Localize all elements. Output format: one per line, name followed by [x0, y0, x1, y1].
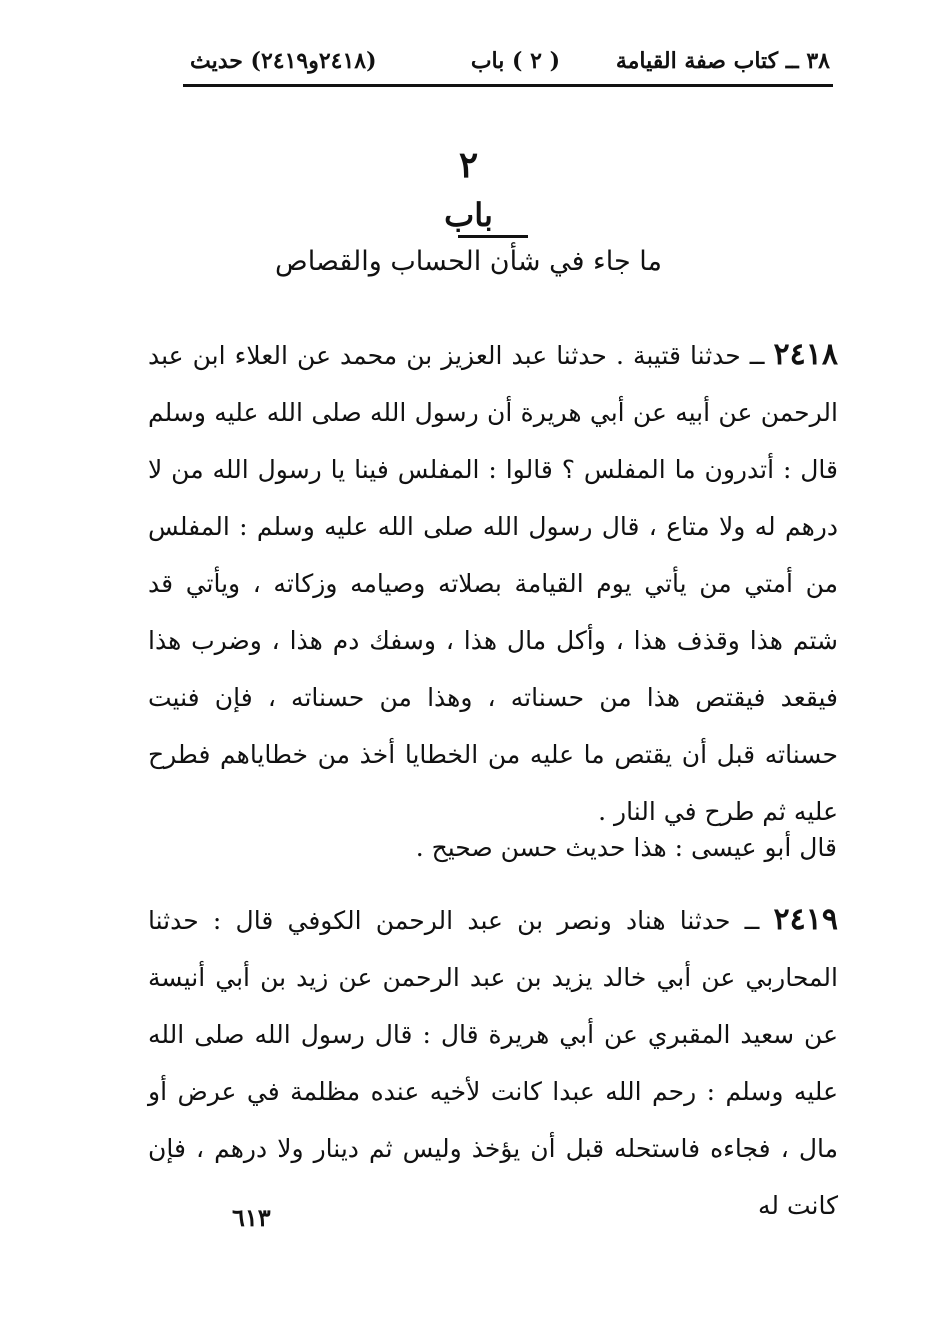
hadith-text: ــ حدثنا هناد ونصر بن عبد الرحمن الكوفي قال : حدثنا المحاربي عن أبي خالد يزيد بن عبد الرحمن عن زيد بن أبي أنيسة عن سعيد المقبري عن أبي هريرة قال : قال رسول الله صلى الله عليه وسلم : رحم الله عبدا كانت لأخيه عنده مظلمة في عرض أو مال ، فجاءه فاستحله قبل أن يؤخذ وليس ثم دينار ولا درهم ، فإن كانت له [148, 906, 838, 1220]
hadith-text: ــ حدثنا قتيبة . حدثنا عبد العزيز بن محمد عن العلاء ابن عبد الرحمن عن أبيه عن أبي هريرة أن رسول الله صلى الله عليه وسلم قال : أتدرون ما المفلس ؟ قالوا : المفلس فينا يا رسول الله من لا درهم له ولا متاع ، قال رسول الله صلى الله عليه وسلم : المفلس من أمتي من يأتي يوم القيامة بصلاته وصيامه وزكاته ، ويأتي قد شتم هذا وقذف هذا ، وأكل مال هذا ، وسفك دم هذا ، وضرب هذا فيقعد فيقتص هذا من حسناته ، وهذا من حسناته ، فإن فنيت حسناته قبل أن يقتص ما عليه من الخطايا أخذ من خطاياهم فطرح عليه ثم طرح في النار . [148, 341, 838, 826]
hadith-number: ٢٤١٩ [773, 902, 838, 937]
hadith-grade: قال أبو عيسى : هذا حديث حسن صحيح . [415, 833, 837, 862]
chapter-heading: باب [444, 196, 493, 234]
header-rule [183, 84, 833, 87]
running-head [190, 42, 830, 82]
chapter-heading-underline [458, 235, 528, 238]
running-head-hadith-range: (٢٤١٨و٢٤١٩) حديث [190, 48, 377, 74]
page-number: ٦١٣ [232, 1203, 271, 1232]
chapter-title: ما جاء في شأن الحساب والقصاص [275, 246, 662, 277]
hadith-number: ٢٤١٨ [773, 337, 838, 372]
running-head-chapter: ( ٢ ) باب [470, 48, 560, 74]
chapter-number: ٢ [458, 144, 479, 186]
running-head-book-title: ٣٨ ــ كتاب صفة القيامة [615, 48, 830, 74]
hadith-paragraph [148, 326, 838, 840]
hadith-paragraph [148, 891, 838, 1234]
